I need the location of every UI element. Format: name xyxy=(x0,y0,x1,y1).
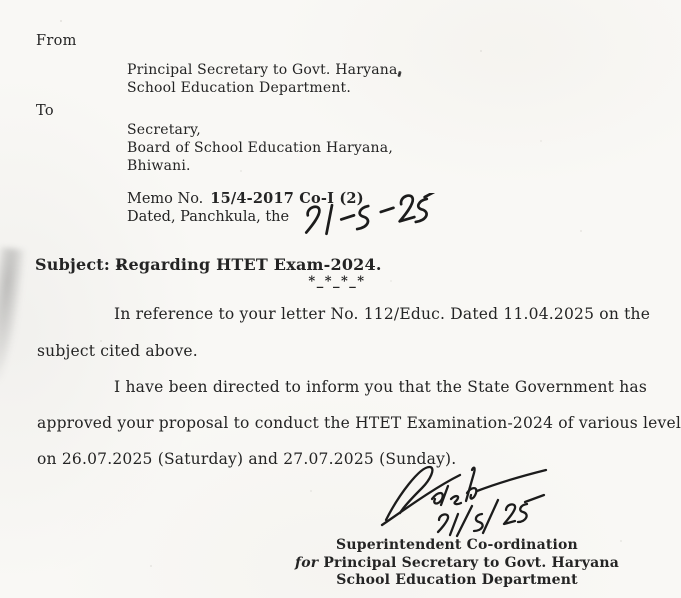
to-address xyxy=(127,121,393,175)
to-label: To xyxy=(36,103,54,119)
body-para1-line1: In reference to your letter No. 112/Educ. Dated 11.04.2025 on the xyxy=(114,305,651,323)
signature-scribble xyxy=(378,458,560,538)
signoff-designation: Superintendent Co-ordination xyxy=(336,537,578,553)
paper-noise-specks xyxy=(60,20,62,22)
signoff-department: School Education Department xyxy=(336,572,578,589)
subject-line xyxy=(35,255,382,274)
to-address-line: Secretary, xyxy=(127,122,201,138)
body-para2-line2: approved your proposal to conduct the HTET Examination-2024 of various level xyxy=(37,414,681,432)
memo-label: Memo No. xyxy=(127,191,204,207)
signoff-authority xyxy=(290,555,624,573)
to-address-line: Bhiwani. xyxy=(127,158,191,174)
signoff-block xyxy=(290,537,624,590)
dated-label: Dated, Panchkula, the xyxy=(127,209,290,225)
from-address-line: School Education Department. xyxy=(127,80,352,96)
signoff-authority-text: Principal Secretary to Govt. Haryana xyxy=(323,554,620,571)
signoff-for: for xyxy=(294,554,319,571)
from-label: From xyxy=(36,33,77,49)
to-address-line: Board of School Education Haryana, xyxy=(127,140,393,156)
body-para1-line2: subject cited above. xyxy=(37,342,198,360)
subject-separator: *_*_*_* xyxy=(308,274,366,289)
body-para2-line3: on 26.07.2025 (Saturday) and 27.07.2025 (Sunday). xyxy=(37,450,457,468)
from-address xyxy=(127,61,402,97)
handwritten-date xyxy=(297,193,441,237)
subject-label: Subject: - xyxy=(35,255,123,274)
from-address-line: Principal Secretary to Govt. Haryana, xyxy=(127,62,403,78)
subject-text: Regarding HTET Exam-2024. xyxy=(115,255,382,274)
scan-smudge xyxy=(0,247,26,383)
body-para2-line1: I have been directed to inform you that the State Government has xyxy=(114,378,647,396)
memo-number: 15/4-2017 Co-I (2) xyxy=(210,190,364,207)
